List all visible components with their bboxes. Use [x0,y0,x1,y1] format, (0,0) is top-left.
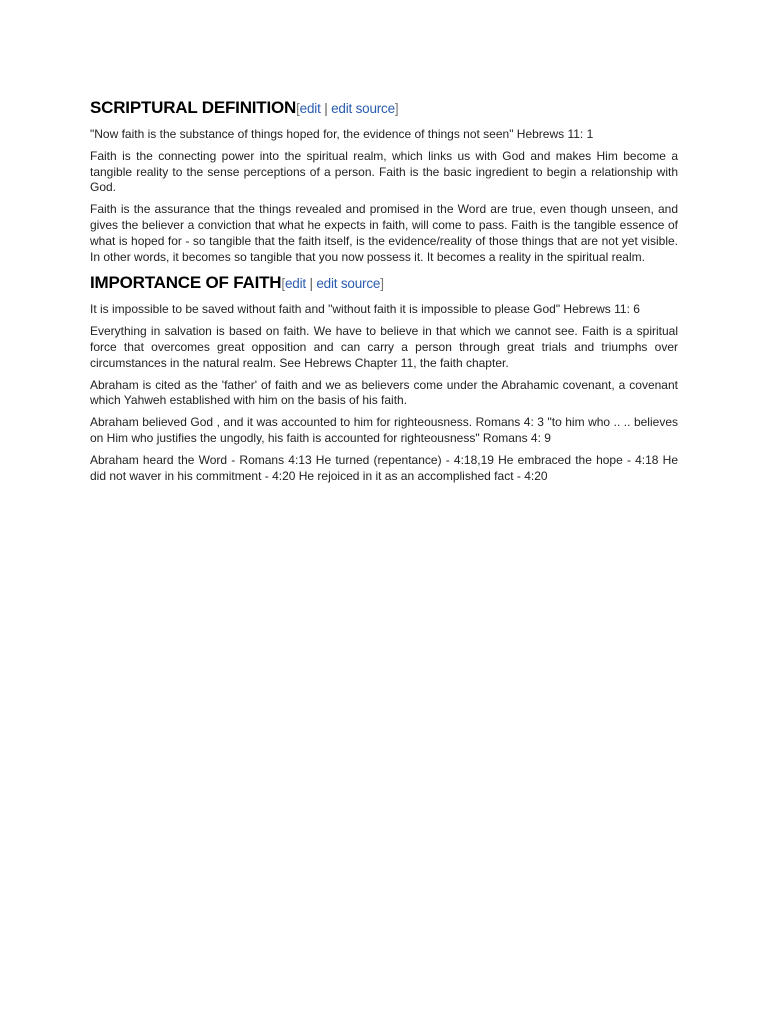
article-content [90,96,678,490]
edit-link[interactable]: edit [284,276,306,292]
section-heading-importance-of-faith [90,271,678,296]
bracket-close: ] [380,276,384,292]
bracket-open: [ [281,276,285,292]
edit-link[interactable]: edit [299,101,321,116]
bracket-close: ] [394,101,399,116]
edit-separator: | [309,276,313,292]
edit-links [281,276,383,291]
section-title: SCRIPTURAL DEFINITION [90,98,297,117]
edit-source-link[interactable]: edit source [316,276,381,292]
section-heading-scriptural-definition [90,96,678,121]
edit-source-link[interactable]: edit source [331,101,395,116]
paragraph: Abraham believed God , and it was accounted to him for righteousness. Romans 4: 3 "to him who .. .. believes on Him who justifies the ungodly, his faith is accounted for righteousness" Romans 4: 9 [90,415,678,445]
edit-separator: | [324,101,328,116]
section-title: IMPORTANCE OF FAITH [90,273,282,293]
bracket-open: [ [296,101,300,116]
paragraph: It is impossible to be saved without faith and "without faith it is impossible to please God" Hebrews 11: 6 [90,302,640,317]
paragraph: Faith is the connecting power into the spiritual realm, which links us with God and makes Him become a tangible reality to the sense perceptions of a person. Faith is the basic ingredient to begin a relationship with God. [90,148,678,195]
paragraph: "Now faith is the substance of things hoped for, the evidence of things not seen" Hebrews 11: 1 [90,127,594,141]
edit-links [296,101,398,116]
paragraph: Faith is the assurance that the things revealed and promised in the Word are true, even though unseen, and gives the believer a conviction that what he expects in faith, will come to pass. Faith is the tangible essence of what is hoped for - so tangible that the faith itself, is the evidence/reality of those things that are not yet visible. In other words, it becomes so tangible that you now possess it. It becomes a reality in the spiritual realm. [90,202,678,264]
paragraph: Everything in salvation is based on faith. We have to believe in that which we cannot see. Faith is a spiritual force that overcomes great opposition and can carry a person through great trials and triumphs over circumstances in the natural realm. See Hebrews Chapter 11, the faith chapter. [90,324,678,370]
paragraph: Abraham is cited as the 'father' of faith and we as believers come under the Abrahamic covenant, a covenant which Yahweh established with him on the basis of his faith. [90,377,678,408]
paragraph: Abraham heard the Word - Romans 4:13 He turned (repentance) - 4:18,19 He embraced the hope - 4:18 He did not waver in his commitment - 4:20 He rejoiced in it as an accomplished fact - 4:20 [90,452,678,483]
